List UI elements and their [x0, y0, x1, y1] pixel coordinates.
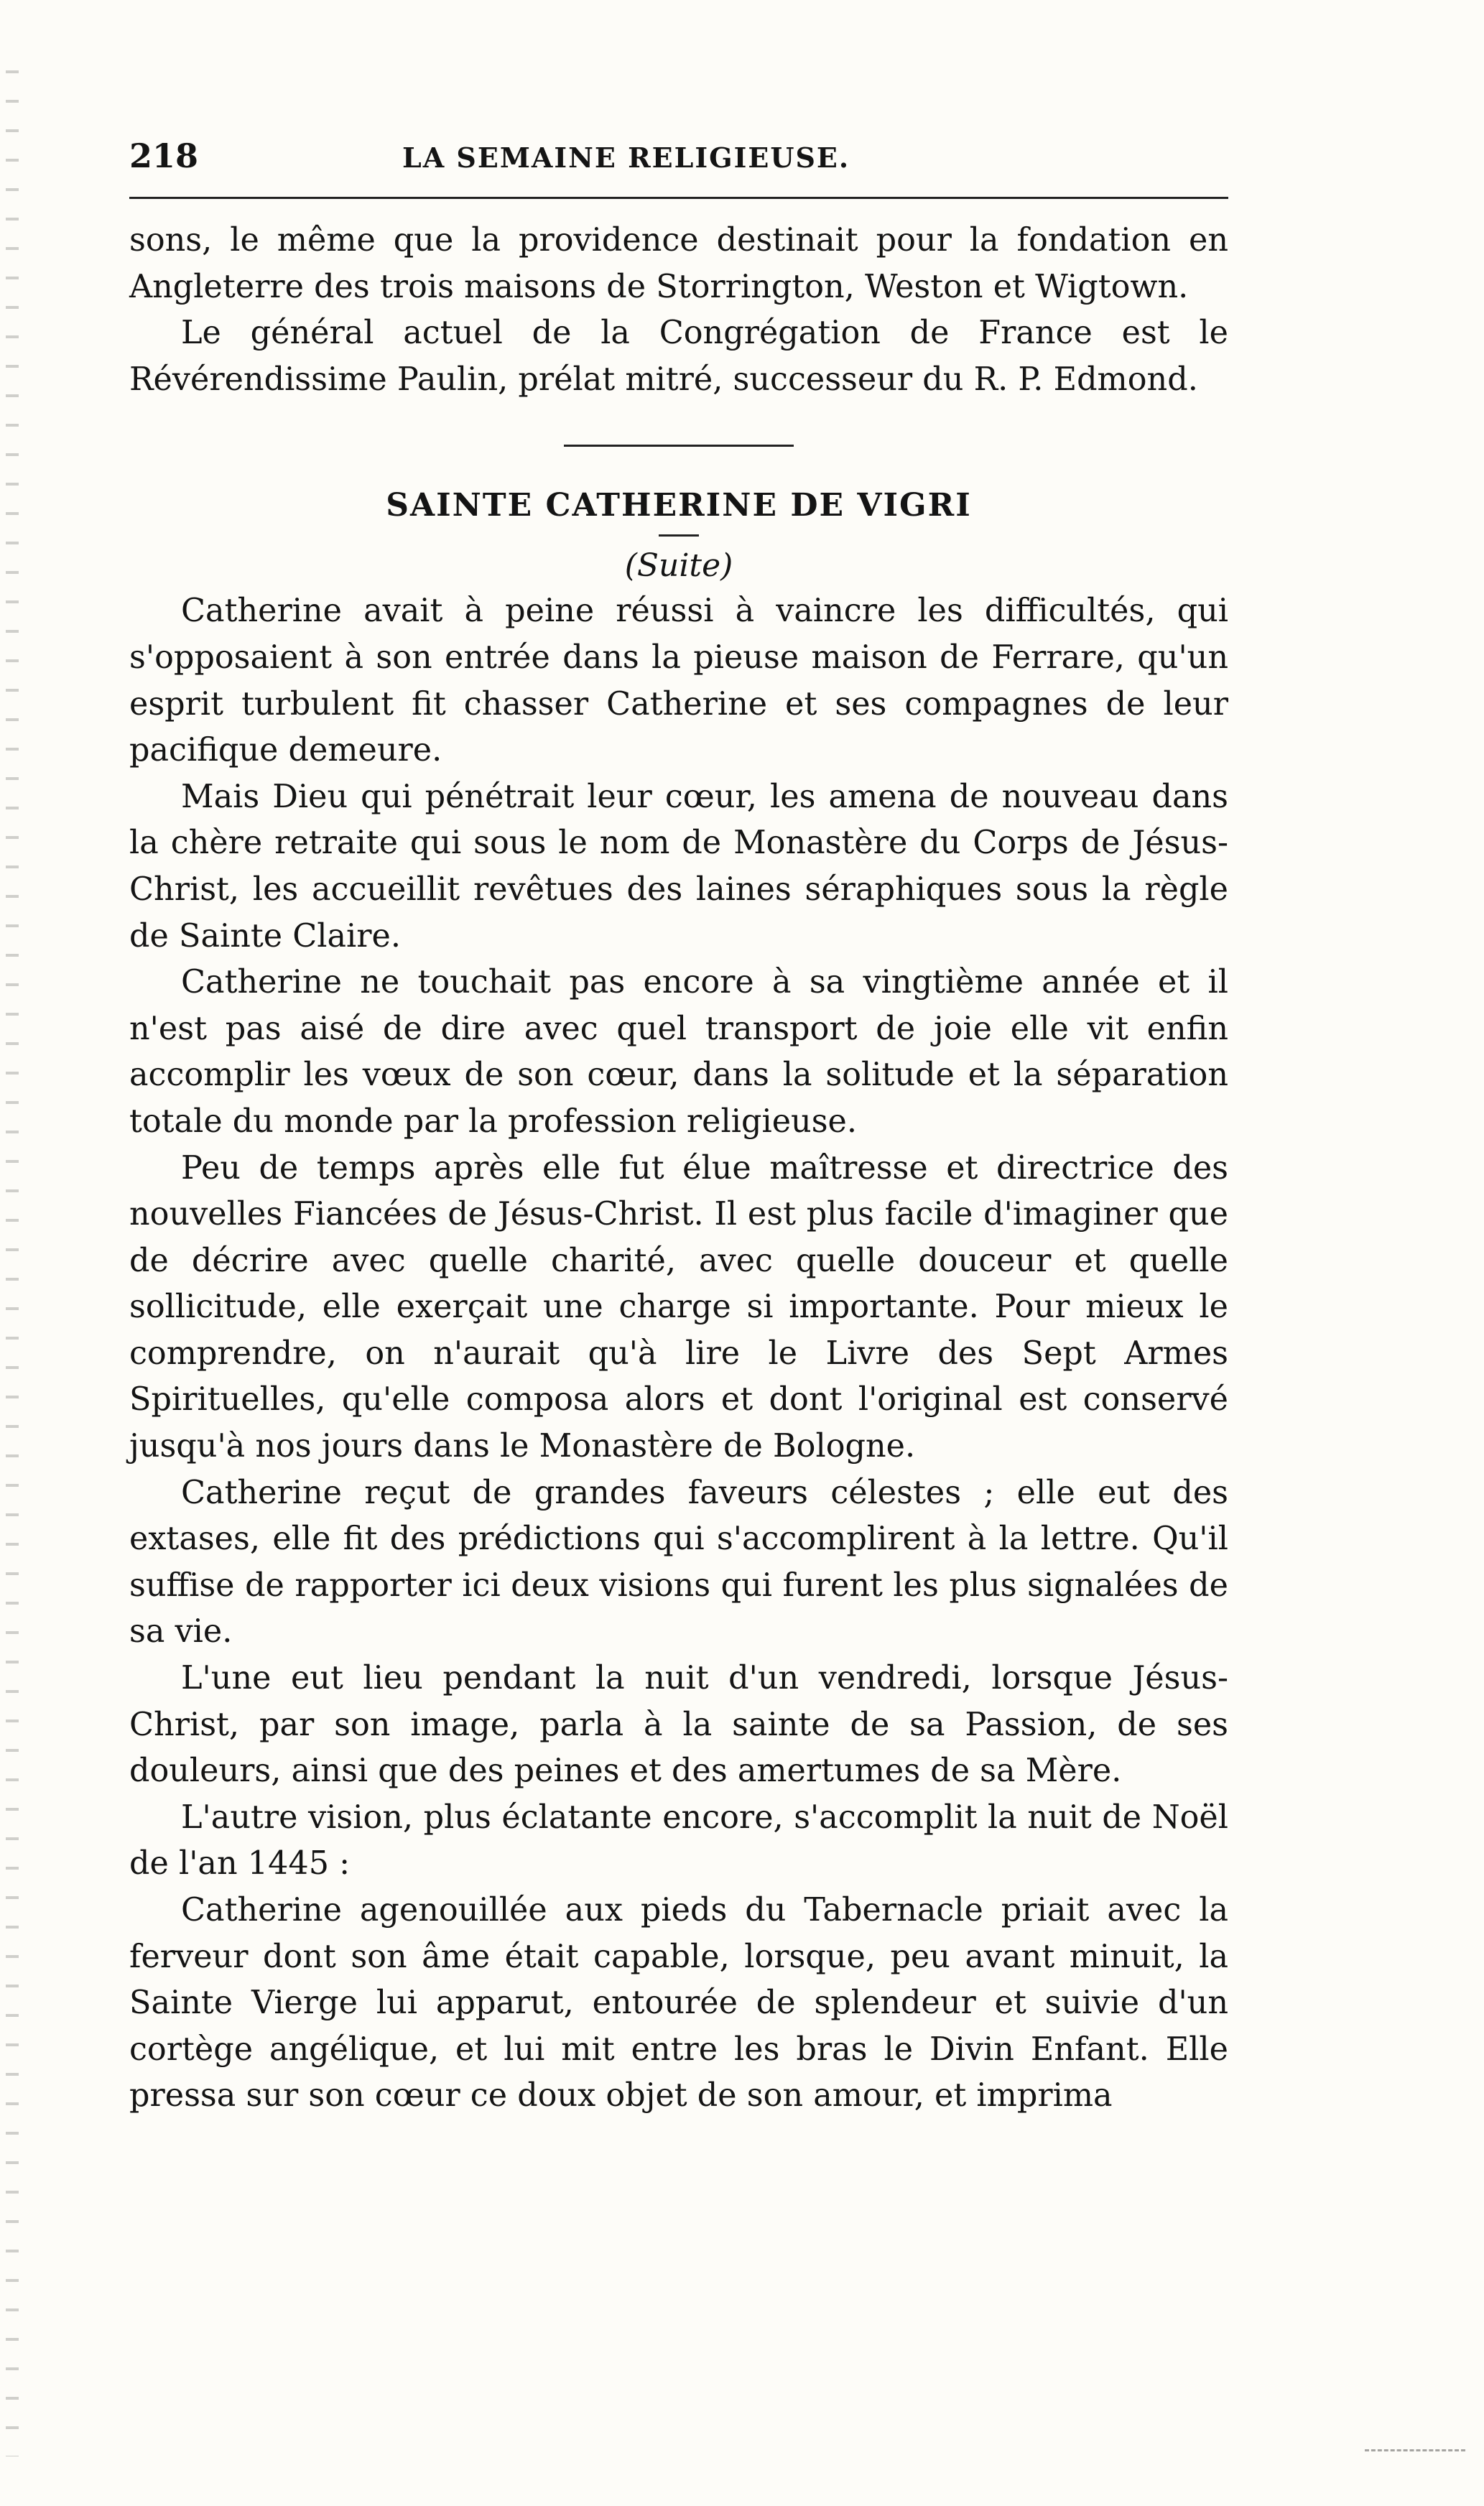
- page-header: [129, 136, 1228, 187]
- document-page: [129, 136, 1228, 2120]
- page-number: 218: [129, 136, 199, 175]
- article-paragraph-8: Catherine agenouillée aux pieds du Tabernacle priait avec la ferveur dont son âme était capable, lorsque, peu avant minuit, la Sainte Vierge lui apparut, entourée de splendeur et suivie d'un cortège angélique, et lui mit entre les bras le Divin Enfant. Elle pressa sur son cœur ce doux objet de son amour, et imprima: [129, 1892, 1228, 2115]
- article-paragraph-1: Catherine avait à peine réussi à vaincre les difficultés, qui s'opposaient à son entrée dans la pieuse maison de Ferrare, qu'un esprit turbulent fit chasser Catherine et ses compagnes de leur pacifique demeure.: [129, 593, 1228, 769]
- intro-paragraph-1: sons, le même que la providence destinait pour la fondation en Angleterre des trois maisons de Storrington, Weston et Wigtown.: [129, 222, 1228, 305]
- article-paragraph-3: Catherine ne touchait pas encore à sa vingtième année et il n'est pas aisé de dire avec quel transport de joie elle vit enfin accomplir les vœux de son cœur, dans la solitude et la séparation totale du monde par la profession religieuse.: [129, 964, 1228, 1140]
- article-paragraph-4: Peu de temps après elle fut élue maîtresse et directrice des nouvelles Fiancées de Jésus-Christ. Il est plus facile d'imaginer que de décrire avec quelle charité, avec quelle douceur et quelle sollicitude, elle exerçait une charge si importante. Pour mieux le comprendre, on n'aurait qu'à lire le Livre des Sept Armes Spirituelles, qu'elle composa alors et dont l'original est conservé jusqu'à nos jours dans le Monastère de Bologne.: [129, 1149, 1228, 1465]
- article-title: SAINTE CATHERINE DE VIGRI: [386, 487, 972, 524]
- article-paragraph-2: Mais Dieu qui pénétrait leur cœur, les amena de nouveau dans la chère retraite qui sous le nom de Monastère du Corps de Jésus-Christ, les accueillit revêtues des laines séraphiques sous la règle de Sainte Claire.: [129, 778, 1228, 955]
- section-separator: [564, 445, 794, 447]
- scan-bottom-noise: [1365, 2449, 1465, 2456]
- article-paragraph-7: L'autre vision, plus éclatante encore, s'accomplit la nuit de Noël de l'an 1445 :: [129, 1799, 1228, 1883]
- running-title: LA SEMAINE RELIGIEUSE.: [402, 141, 850, 174]
- title-underline: [659, 534, 699, 537]
- article-paragraph-5: Catherine reçut de grandes faveurs célestes ; elle eut des extases, elle fit des prédictions qui s'accomplirent à la lettre. Qu'il suffise de rapporter ici deux visions qui furent les plus signalées de sa vie.: [129, 1474, 1228, 1651]
- article-subtitle: (Suite): [624, 547, 733, 585]
- scan-margin-noise: [6, 57, 19, 2456]
- article-paragraph-6: L'une eut lieu pendant la nuit d'un vendredi, lorsque Jésus-Christ, par son image, parla à la sainte de sa Passion, de ses douleurs, ainsi que des peines et des amertumes de sa Mère.: [129, 1660, 1228, 1790]
- header-rule: [129, 197, 1228, 199]
- intro-paragraph-2: Le général actuel de la Congrégation de France est le Révérendissime Paulin, prélat mitré, successeur du R. P. Edmond.: [129, 315, 1228, 398]
